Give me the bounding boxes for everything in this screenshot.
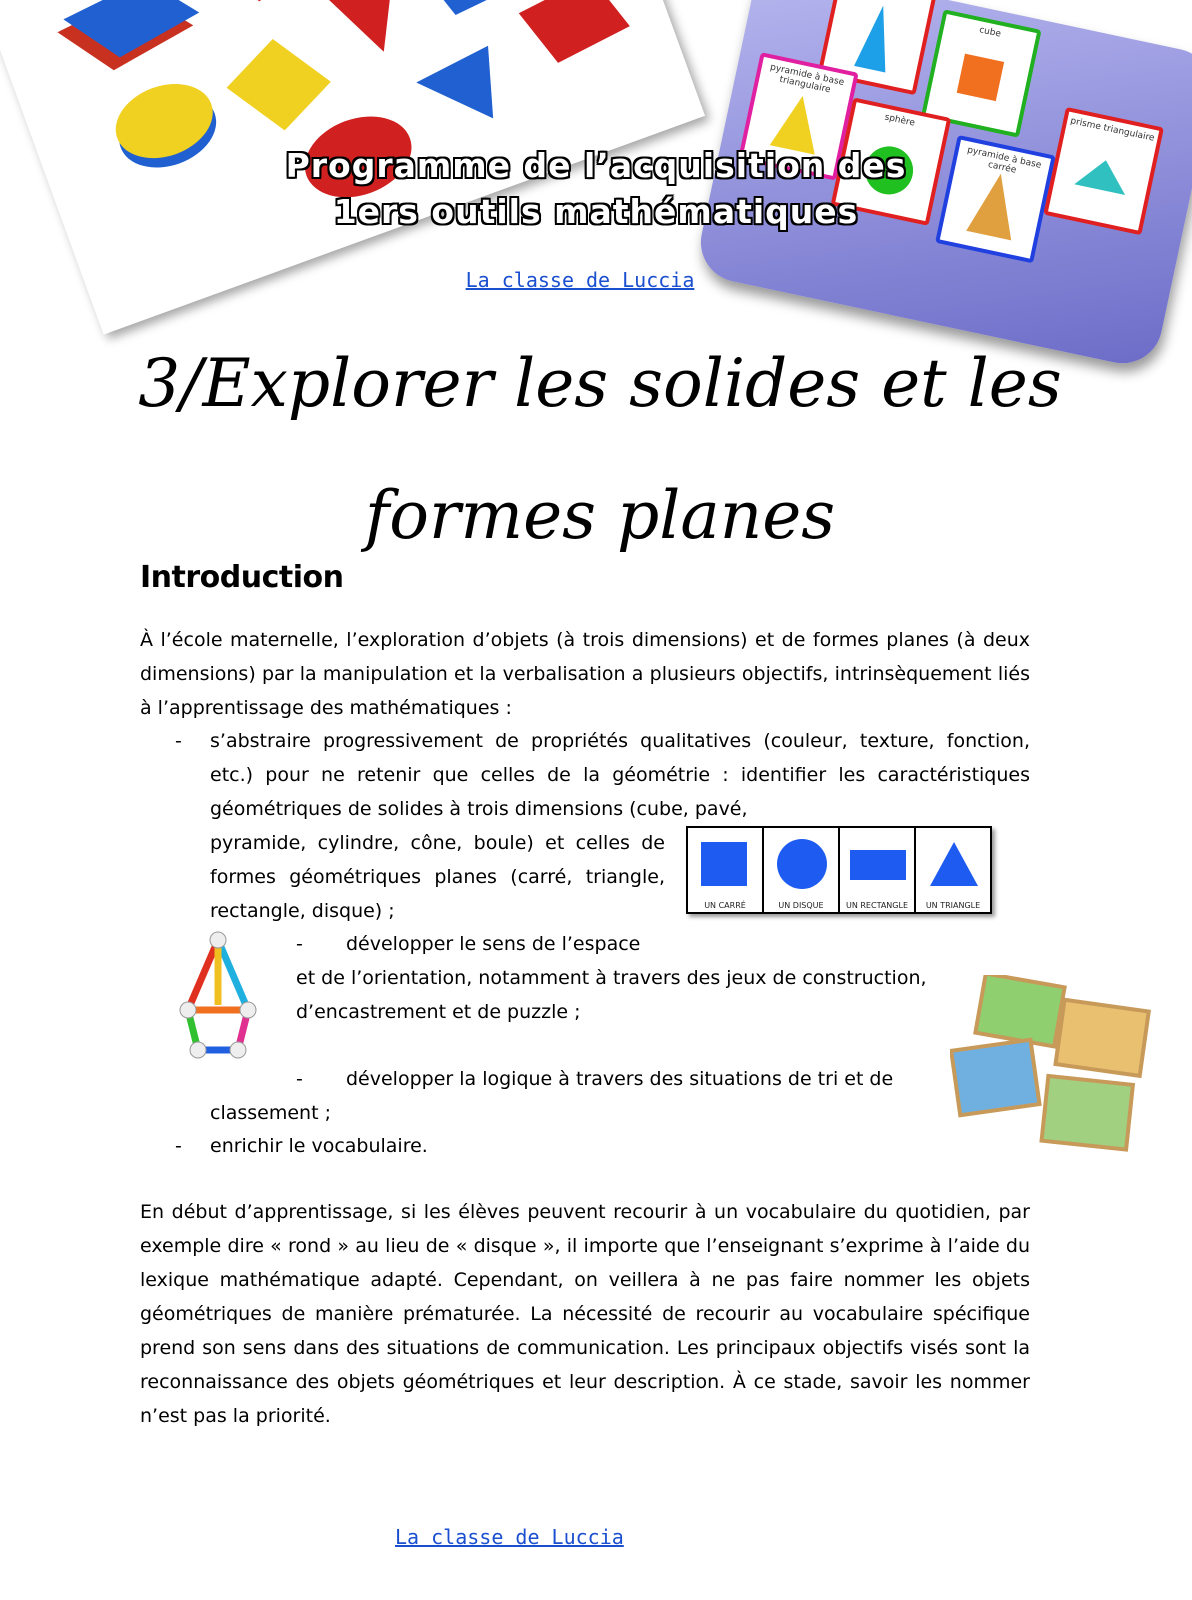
bullet-space-first: développer le sens de l’espace [346,933,641,955]
bullet-logic-rest: classement ; [210,1102,331,1124]
bullet-dash: - [175,1135,182,1157]
bullet-abstraction-cont: pyramide, cylindre, cône, boule) et celles de formes géométriques planes (carré, triangle, rectangle, disque) ; [210,832,665,922]
page-title-line2: formes planes [364,477,836,554]
triangle-card: UN TRIANGLE [916,828,990,912]
intro-paragraph: À l’école maternelle, l’exploration d’objets (à trois dimensions) et de formes planes (à deux dimensions) par la manipulation et la verbalisation a plusieurs objectifs, intrinsèquement liés à l’apprentissage des mathématiques : [140,629,1030,719]
bullet-dash: - [296,1068,303,1090]
footer-link[interactable]: La classe de Luccia [395,1525,624,1549]
section-heading: Introduction [140,560,344,595]
program-title-line2: 1ers outils mathématiques [333,192,859,231]
bullet-dash: - [296,933,303,955]
puzzles-image [950,975,1165,1155]
page-title-line1: 3/Explorer les solides et les [138,345,1062,422]
bullet-abstraction: s’abstraire progressivement de propriétés qualitatives (couleur, texture, fonction, etc.) pour ne retenir que celles de la géométrie : identifier les caractéristiques géométriques de solides à trois dimensions (cube, pavé, [210,730,1030,820]
bullet-vocabulary: enrichir le vocabulaire. [210,1135,428,1157]
square-card: UN CARRÉ [688,828,764,912]
page-title [120,318,1080,582]
construction-toy-image [168,930,268,1070]
solids-cards-illustration: cube pyramide à base triangulaire sphère pyramide à base carrée prisme triangulaire [693,0,1192,371]
bullet-space-rest: et de l’orientation, notamment à travers des jeux de construction, d’encastrement et de puzzle ; [296,967,927,1023]
bullet-logic-first: développer la logique à travers des situations de tri et de [346,1068,894,1090]
flat-shapes-cards [686,826,992,914]
vocabulary-paragraph: En début d’apprentissage, si les élèves peuvent recourir à un vocabulaire du quotidien, par exemple dire « rond » au lieu de « disque », il importe que l’enseignant s’exprime à l’aide du lexique mathématique adapté. Cependant, on veillera à ne pas faire nommer les objets géométriques de manière prématurée. La nécessité de recourir au vocabulaire spécifique prend son sens dans des situations de communication. Les principaux objectifs visés sont la reconnaissance des objets géométriques et leur description. À ce stade, savoir les nommer n’est pas la priorité. [140,1201,1030,1427]
rectangle-card: UN RECTANGLE [840,828,916,912]
header-link[interactable]: La classe de Luccia [465,268,695,292]
program-title [0,143,1192,235]
program-title-line1: Programme de l’acquisition des [285,146,907,185]
disc-card: UN DISQUE [764,828,840,912]
bullet-dash: - [175,730,182,752]
